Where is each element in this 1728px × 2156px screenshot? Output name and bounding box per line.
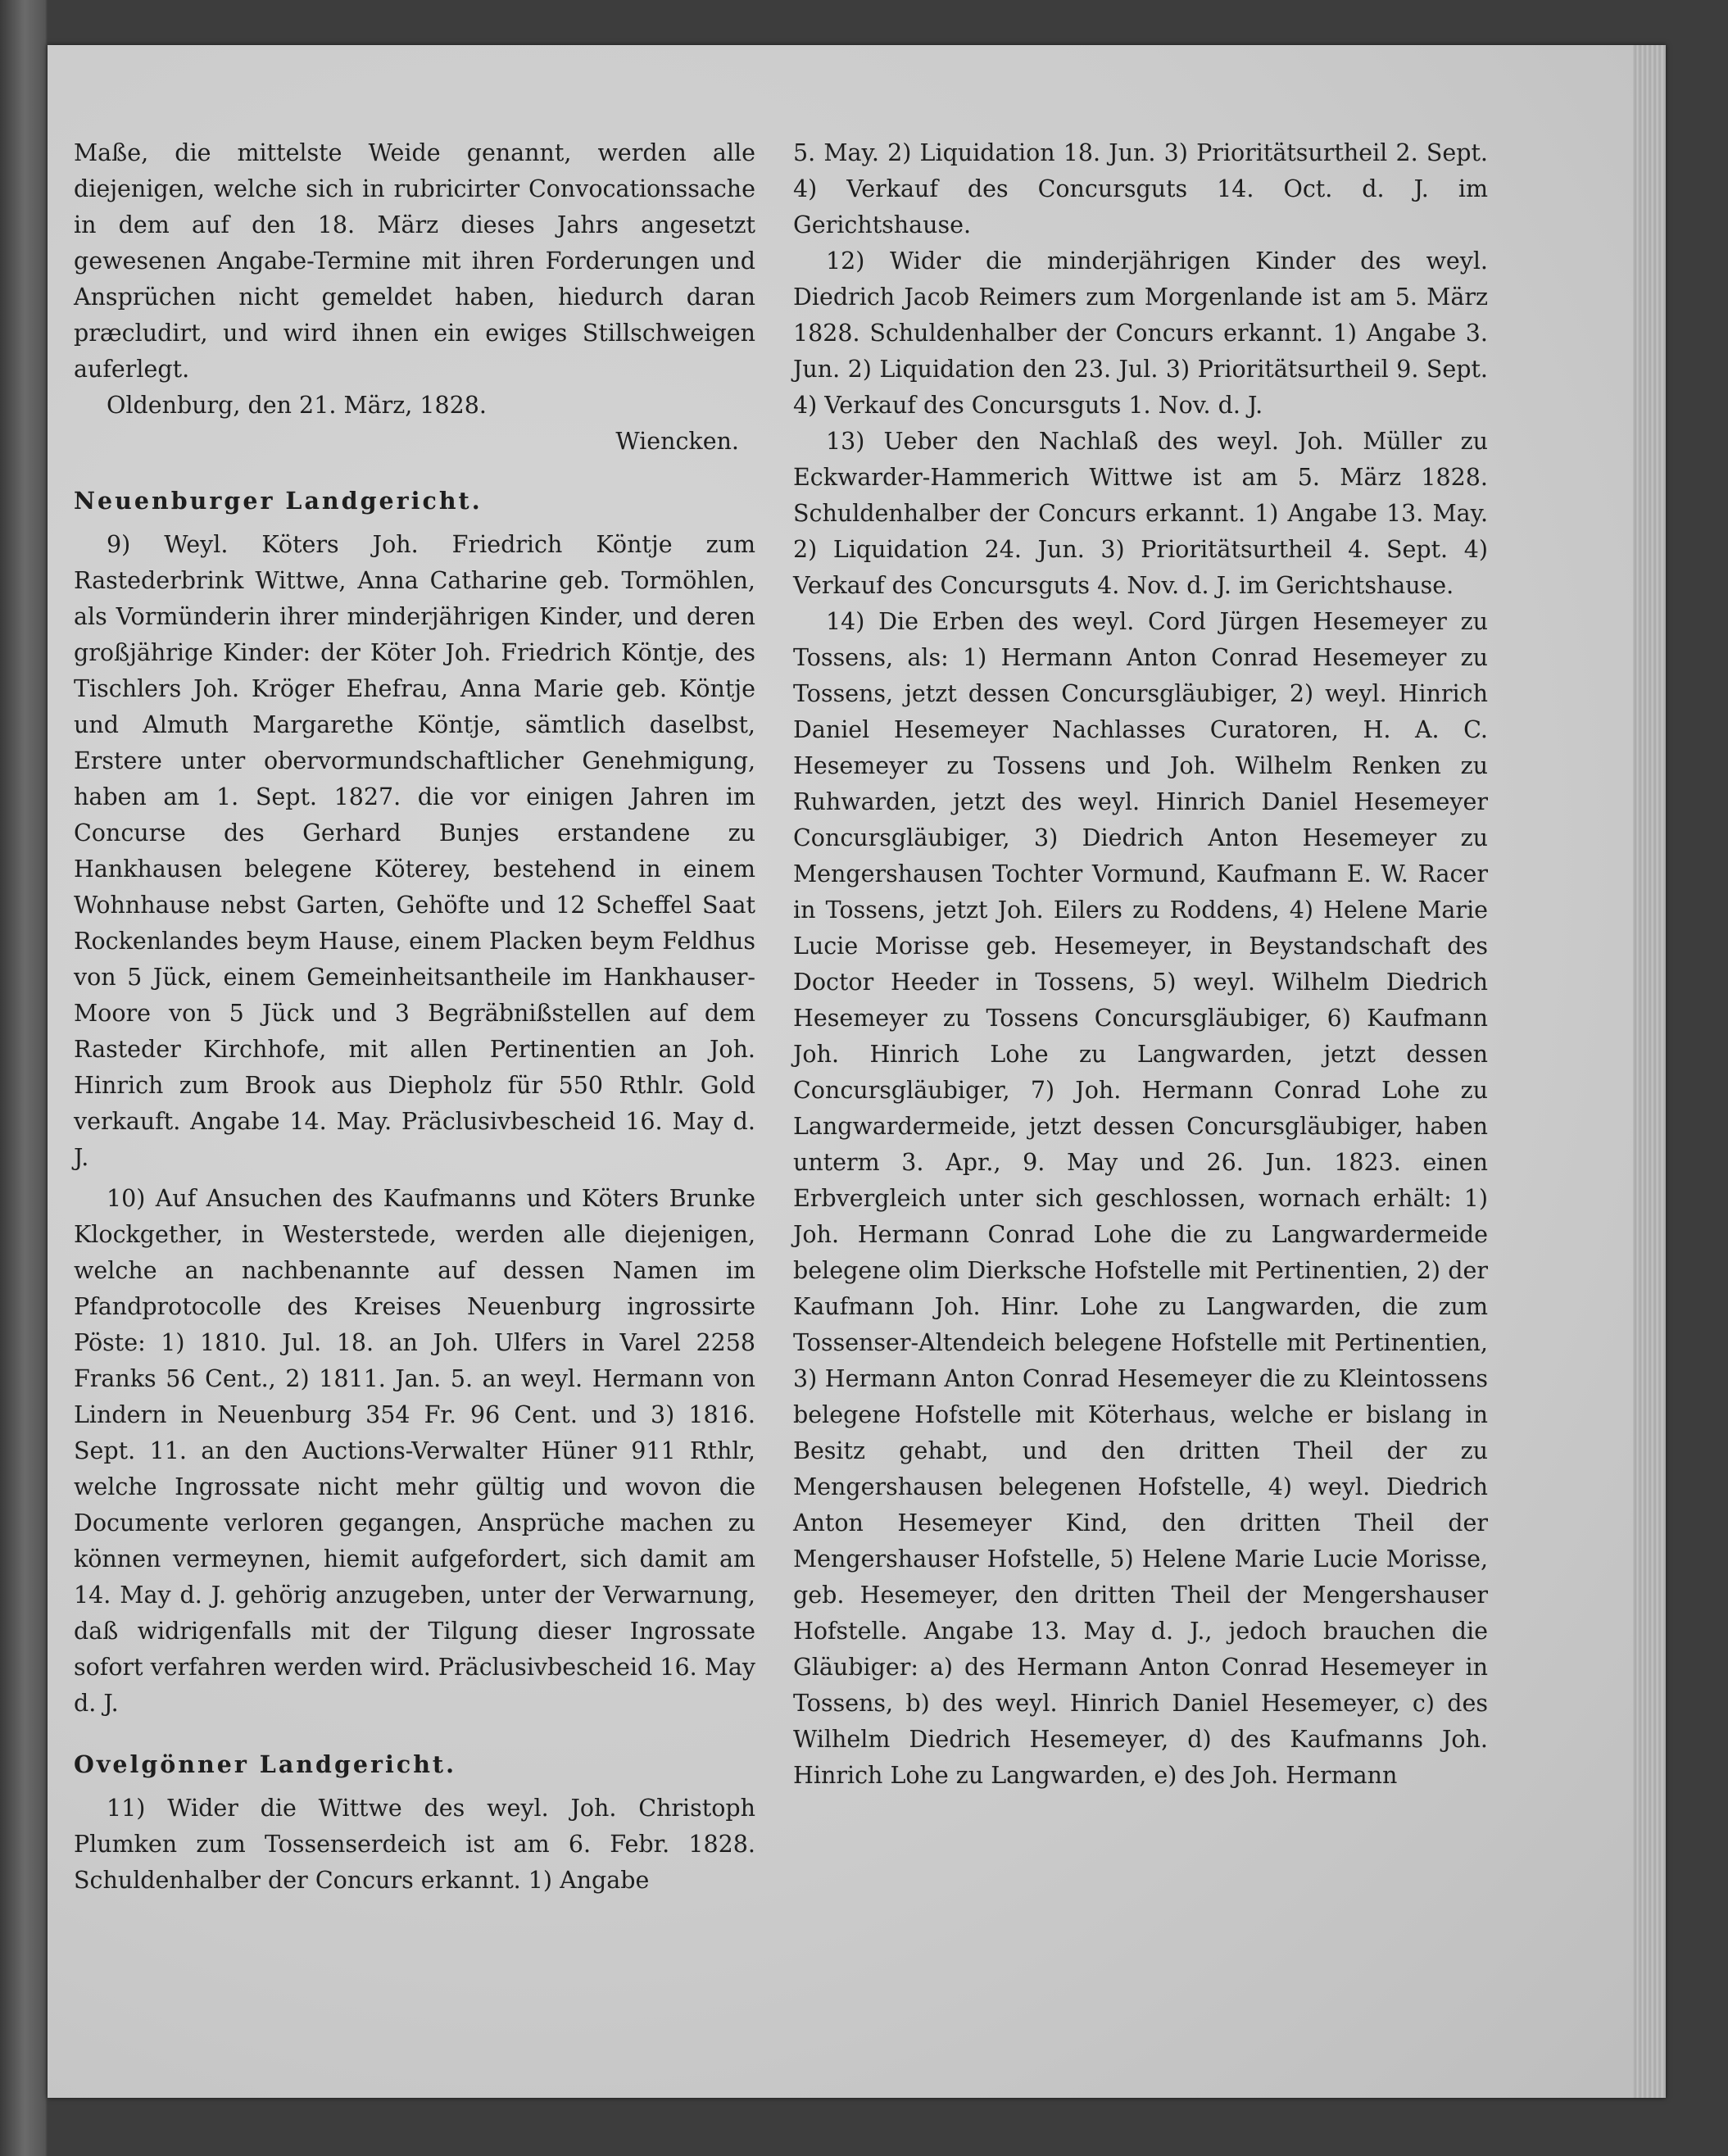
paragraph-13: 13) Ueber den Nachlaß des weyl. Joh. Müller zu Eckwarder-Hammerich Wittwe ist am 5. März 1828. Schuldenhalber der Concurs erkannt. 1) Angabe 13. May. 2) Liquidation 24. Jun. 3) Prioritätsurtheil 4. Sept. 4) Verkauf des Concursguts 4. Nov. d. J. im Gerichtshause. [793,428,1488,599]
paragraph-9: 9) Weyl. Köters Joh. Friedrich Köntje zum Rastederbrink Wittwe, Anna Catharine geb. Tormöhlen, als Vormünderin ihrer minderjährigen Kinder, und deren großjährige Kinder: der Köter Joh. Friedrich Köntje, des Tischlers Joh. Kröger Ehefrau, Anna Marie geb. Köntje und Almuth Margarethe Köntje, sämtlich daselbst, Erstere unter obervormundschaftlicher Genehmigung, haben am 1. Sept. 1827. die vor einigen Jahren im Concurse des Gerhard Bunjes erstandene zu Hankhausen belegene Köterey, bestehend in einem Wohnhause nebst Garten, Gehöfte und 12 Scheffel Saat Rockenlandes beym Hause, einem Placken beym Feldhus von 5 Jück, einem Gemeinheitsantheile im Hankhauser-Moore von 5 Jück und 3 Begräbnißstellen auf dem Rasteder Kirchhofe, mit allen Pertinentien an Joh. Hinrich zum Brook aus Diepholz für 550 Rthlr. Gold verkauft. Angabe 14. May. Präclusivbescheid 16. May d. J. [74,531,755,1171]
section-heading-neuenburg: Neuenburger Landgericht. [74,487,483,515]
paragraph-11: 11) Wider die Wittwe des weyl. Joh. Christoph Plumken zum Tossenserdeich ist am 6. Febr. 1828. Schuldenhalber der Concurs erkannt. 1) Angabe [74,1795,755,1894]
paragraph-14: 14) Die Erben des weyl. Cord Jürgen Hesemeyer zu Tossens, als: 1) Hermann Anton Conrad Hesemeyer zu Tossens, jetzt dessen Concursgläubiger, 2) weyl. Hinrich Daniel Hesemeyer Nachlasses Curatoren, H. A. C. Hesemeyer zu Tossens und Joh. Wilhelm Renken zu Ruhwarden, jetzt des weyl. Hinrich Daniel Hesemeyer Concursgläubiger, 3) Diedrich Anton Hesemeyer zu Mengershausen Tochter Vormund, Kaufmann E. W. Racer in Tossens, jetzt Joh. Eilers zu Roddens, 4) Helene Marie Lucie Morisse geb. Hesemeyer, in Beystandschaft des Doctor Heeder in Tossens, 5) weyl. Wilhelm Diedrich Hesemeyer zu Tossens Concursgläubiger, 6) Kaufmann Joh. Hinrich Lohe zu Langwarden, jetzt dessen Concursgläubiger, 7) Joh. Hermann Conrad Lohe zu Langwardermeide, jetzt dessen Concursgläubiger, haben unterm 3. Apr., 9. May und 26. Jun. 1823. einen Erbvergleich unter sich geschlossen, wornach erhält: 1) Joh. Hermann Conrad Lohe die zu Langwardermeide belegene olim Dierksche Hofstelle mit Pertinentien, 2) der Kaufmann Joh. Hinr. Lohe zu Langwarden, die zum Tossenser-Altendeich belegene Hofstelle mit Pertinentien, 3) Hermann Anton Conrad Hesemeyer die zu Kleintossens belegene Hofstelle mit Köterhaus, welche er bislang in Besitz gehabt, und den dritten Theil der zu Mengershausen belegenen Hofstelle, 4) weyl. Diedrich Anton Hesemeyer Kind, den dritten Theil der Mengershauser Hofstelle, 5) Helene Marie Lucie Morisse, geb. Hesemeyer, den dritten Theil der Mengershauser Hofstelle. Angabe 13. May d. J., jedoch brauchen die Gläubiger: a) des Hermann Anton Conrad Hesemeyer in Tossens, b) des weyl. Hinrich Daniel Hesemeyer, c) des Wilhelm Diedrich Hesemeyer, d) des Kaufmanns Joh. Hinrich Lohe zu Langwarden, e) des Joh. Hermann [793,608,1488,1789]
signature: Wiencken. [615,428,739,455]
right-continuation-paragraph: 5. May. 2) Liquidation 18. Jun. 3) Prioritätsurtheil 2. Sept. 4) Verkauf des Concursguts 14. Oct. d. J. im Gerichtshause. [793,139,1488,238]
section-heading-ovelgoenne: Ovelgönner Landgericht. [74,1750,457,1778]
paragraph-12: 12) Wider die minderjährigen Kinder des weyl. Diedrich Jacob Reimers zum Morgenlande ist am 5. März 1828. Schuldenhalber der Concurs erkannt. 1) Angabe 3. Jun. 2) Liquidation den 23. Jul. 3) Prioritätsurtheil 9. Sept. 4) Verkauf des Concursguts 1. Nov. d. J. [793,247,1488,419]
left-opening-paragraph: Maße, die mittelste Weide genannt, werden alle diejenigen, welche sich in rubricirter Convocationssache in dem auf den 18. März dieses Jahrs angesetzt gewesenen Angabe-Termine mit ihren Forderungen und Ansprüchen nicht gemeldet haben, hiedurch daran præcludirt, und wird ihnen ein ewiges Stillschweigen auferlegt. [74,139,755,383]
left-column-text [74,135,755,1899]
page-edge [1633,45,1666,2098]
paragraph-10: 10) Auf Ansuchen des Kaufmanns und Köters Brunke Klockgether, in Westerstede, werden alle diejenigen, welche an nachbenannte auf dessen Namen im Pfandprotocolle des Kreises Neuenburg ingrossirte Pöste: 1) 1810. Jul. 18. an Joh. Ulfers in Varel 2258 Franks 56 Cent., 2) 1811. Jan. 5. an weyl. Hermann von Lindern in Neuenburg 354 Fr. 96 Cent. und 3) 1816. Sept. 11. an den Auctions-Verwalter Hüner 911 Rthlr, welche Ingrossate nicht mehr gültig und wovon die Documente verloren gegangen, Ansprüche machen zu können vermeynen, hiemit aufgefordert, sich damit am 14. May d. J. gehörig anzugeben, unter der Verwarnung, daß widrigenfalls mit der Tilgung dieser Ingrossate sofort verfahren werden wird. Präclusivbescheid 16. May d. J. [74,1185,755,1717]
date-line: Oldenburg, den 21. März, 1828. [107,392,487,419]
right-column-text [793,135,1488,1794]
